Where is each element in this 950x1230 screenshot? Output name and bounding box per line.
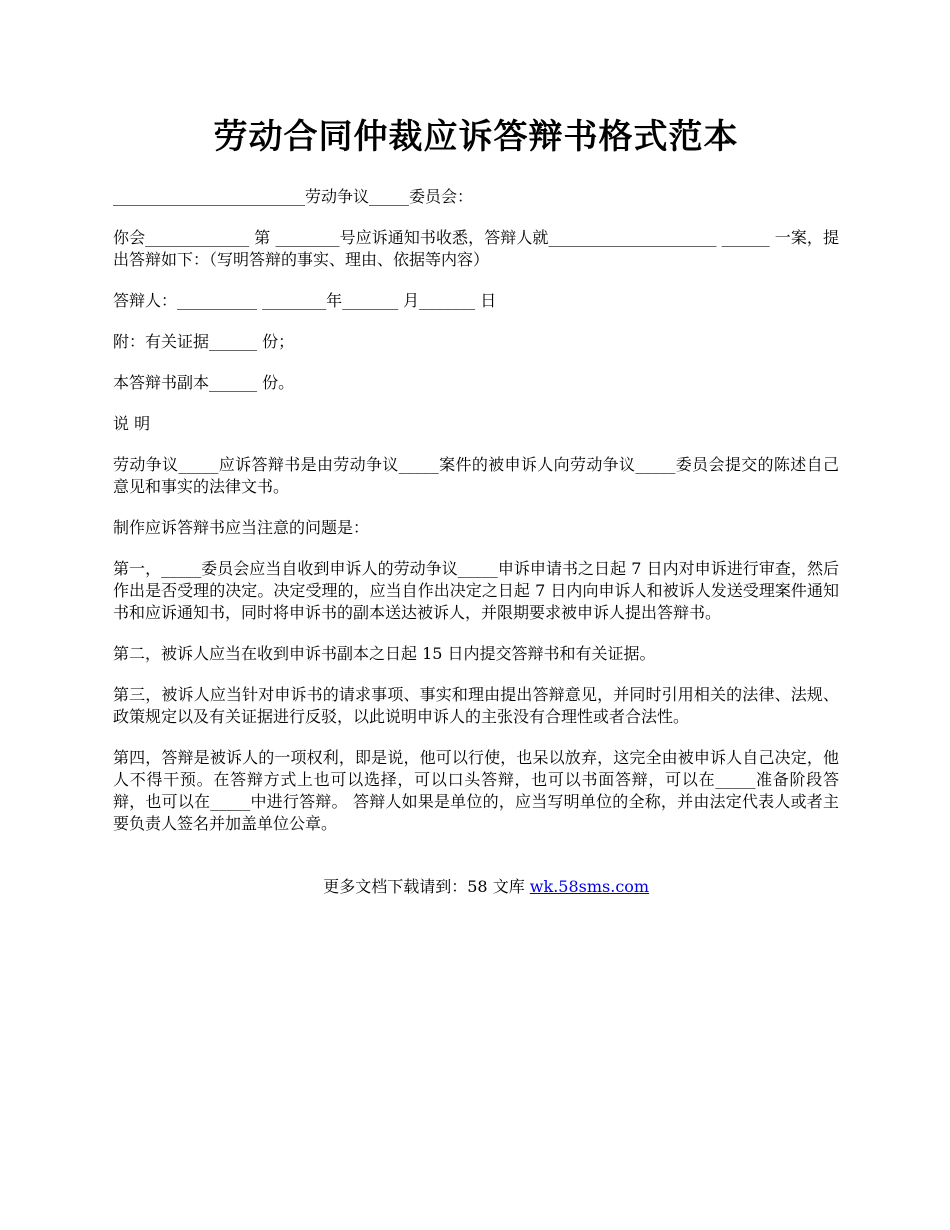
note-fourth: 第四，答辩是被诉人的一项权利，即是说，他可以行使，也呆以放弃，这完全由被申诉人自己决定，他人不得干预。在答辩方式上也可以选择，可以口头答辩，也可以书面答辩，可以在_____准备阶段答辩，也可以在_____中进行答辩。 答辩人如果是单位的，应当写明单位的全称，并由法定代表人或者主要负责人签名并加盖单位公章。 (113, 748, 839, 833)
copies-line: 本答辩书副本______ 份。 (113, 373, 295, 392)
footer-download-line (113, 854, 839, 920)
committee-line: ________________________劳动争议_____委员会： (113, 187, 474, 206)
footer-prefix: 更多文档下载请到：58 文库 (323, 877, 530, 896)
document-title: 劳动合同仲裁应诉答辩书格式范本 (213, 117, 739, 157)
evidence-line: 附：有关证据______ 份； (113, 332, 295, 351)
note-first: 第一，_____委员会应当自收到申诉人的劳动争议_____申诉申请书之日起 7 日内对申诉进行审查，然后作出是否受理的决定。决定受理的，应当自作出决定之日起 7 日内向申诉人和被诉人发送受理案件通知书和应诉通知书，同时将申诉书的副本送达被诉人，并限期要求被申诉人提出答辩书。 (113, 559, 839, 622)
respondent-date-line: 答辩人：__________ ________年_______ 月_______ 日 (113, 291, 497, 310)
document-page (113, 112, 839, 939)
notes-intro: 制作应诉答辩书应当注意的问题是： (113, 518, 370, 537)
note-third: 第三，被诉人应当针对申诉书的请求事项、事实和理由提出答辩意见，并同时引用相关的法律、法规、政策规定以及有关证据进行反驳，以此说明申诉人的主张没有合理性或者合法性。 (113, 685, 839, 726)
notice-paragraph: 你会_____________ 第 ________号应诉通知书收悉，答辩人就_____________________ ______ 一案，提出答辩如下：（写明答辩的事实、理由、依据等内容） (113, 228, 839, 269)
definition-paragraph: 劳动争议_____应诉答辩书是由劳动争议_____案件的被申诉人向劳动争议_____委员会提交的陈述自己意见和事实的法律文书。 (113, 455, 839, 496)
note-second: 第二，被诉人应当在收到申诉书副本之日起 15 日内提交答辩书和有关证据。 (113, 644, 656, 663)
footer-link[interactable]: wk.58sms.com (529, 877, 650, 896)
explanation-heading: 说 明 (113, 414, 151, 433)
